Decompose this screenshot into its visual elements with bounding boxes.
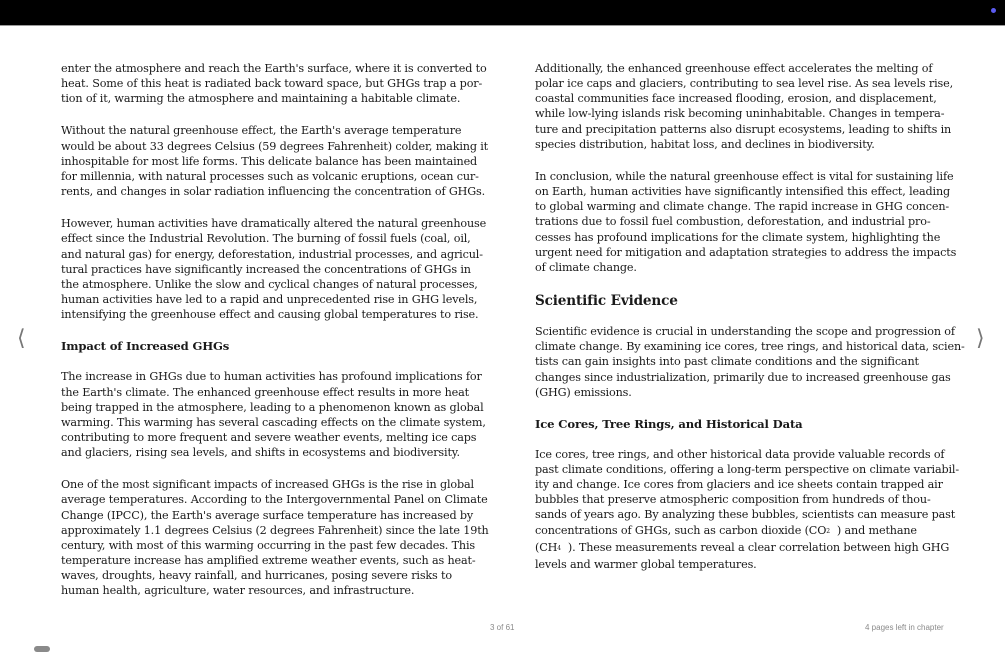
text-line: levels and warmer global temperatures. <box>535 557 757 571</box>
text-fragment: ). These measurements reveal a clear correlation between high GHG <box>567 540 950 554</box>
text-line: enter the atmosphere and reach the Earth's surface, where it is converted to <box>61 62 487 75</box>
text-line: human health, agriculture, water resources, and infrastructure. <box>61 584 415 598</box>
text-fragment: (CH <box>535 540 558 554</box>
previous-page-button[interactable]: ⟨ <box>17 326 26 351</box>
text-line: changes since industrialization, primarily due to increased greenhouse gas <box>535 370 951 384</box>
text-line: on Earth, human activities have significantly intensified this effect, leading <box>535 185 951 199</box>
paragraph <box>535 61 953 152</box>
text-line: Change (IPCC), the Earth's average surface temperature has increased by <box>61 508 474 522</box>
top-bar <box>0 0 1005 26</box>
text-line: polar ice caps and glaciers, contributing to sea level rise. As sea levels rise, <box>535 77 953 91</box>
paragraph <box>535 447 959 572</box>
paragraph <box>61 123 489 199</box>
text-line: average temperatures. According to the Intergovernmental Panel on Climate <box>61 493 488 507</box>
text-line: In conclusion, while the natural greenhouse effect is vital for sustaining life <box>535 169 954 183</box>
paragraph <box>61 477 489 598</box>
text-line: for millennia, with natural processes such as volcanic eruptions, ocean cur- <box>61 169 479 183</box>
text-line: Additionally, the enhanced greenhouse effect accelerates the melting of <box>535 62 933 75</box>
text-line: of climate change. <box>535 260 637 274</box>
text-line: temperature increase has amplified extreme weather events, such as heat- <box>61 554 476 568</box>
text-line: century, with most of this warming occurring in the past few decades. This <box>61 538 475 552</box>
text-line: being trapped in the atmosphere, leading to a phenomenon known as global <box>61 400 484 414</box>
text-line: waves, droughts, heavy rainfall, and hurricanes, posing severe risks to <box>61 569 452 583</box>
text-line: bubbles that preserve atmospheric composition from hundreds of thou- <box>535 493 931 507</box>
page-count: 3 of 61 <box>490 623 515 632</box>
text-line: Scientific evidence is crucial in understanding the scope and progression of <box>535 325 955 339</box>
text-line: The increase in GHGs due to human activities has profound implications for <box>61 370 482 384</box>
text-line: to global warming and climate change. The rapid increase in GHG concen- <box>535 200 950 214</box>
text-line: and natural gas) for energy, deforestation, industrial processes, and agricul- <box>61 247 483 261</box>
next-page-button[interactable]: ⟩ <box>976 326 985 351</box>
paragraph <box>61 369 486 460</box>
text-line: One of the most significant impacts of increased GHGs is the rise in global <box>61 478 474 492</box>
section-heading-ice-cores: Ice Cores, Tree Rings, and Historical Data <box>535 416 803 431</box>
text-line: sands of years ago. By analyzing these bubbles, scientists can measure past <box>535 508 956 522</box>
text-line: the Earth's climate. The enhanced greenhouse effect results in more heat <box>61 385 469 399</box>
pages-left-in-chapter: 4 pages left in chapter <box>865 623 944 632</box>
text-line: the atmosphere. Unlike the slow and cyclical changes of natural processes, <box>61 277 478 291</box>
left-page <box>61 61 489 616</box>
section-heading-impact: Impact of Increased GHGs <box>61 339 230 354</box>
text-line: coastal communities face increased flooding, erosion, and displacement, <box>535 92 937 106</box>
status-dot-icon <box>991 8 996 13</box>
text-line: species distribution, habitat loss, and declines in biodiversity. <box>535 137 875 151</box>
text-line: However, human activities have dramatically altered the natural greenhouse <box>61 217 487 231</box>
text-line: human activities have led to a rapid and unprecedented rise in GHG levels, <box>61 293 478 307</box>
text-line: warming. This warming has several cascading effects on the climate system, <box>61 415 486 429</box>
text-line: ture and precipitation patterns also disrupt ecosystems, leading to shifts in <box>535 122 952 136</box>
subscript: 4 <box>557 544 561 552</box>
text-line: rents, and changes in solar radiation influencing the concentration of GHGs. <box>61 185 486 199</box>
text-line: tural practices have significantly increased the concentrations of GHGs in <box>61 262 471 276</box>
subscript: 2 <box>826 527 830 535</box>
text-fragment: concentrations of GHGs, such as carbon dioxide (CO <box>535 523 827 537</box>
home-indicator[interactable] <box>34 646 50 652</box>
text-line <box>535 523 945 540</box>
text-line: and glaciers, rising sea levels, and shifts in ecosystems and biodiversity. <box>61 446 460 460</box>
text-line: effect since the Industrial Revolution. The burning of fossil fuels (coal, oil, <box>61 232 471 246</box>
text-line: contributing to more frequent and severe weather events, melting ice caps <box>61 430 477 444</box>
text-line: climate change. By examining ice cores, tree rings, and historical data, scien- <box>535 340 965 354</box>
text-line: (GHG) emissions. <box>535 385 632 399</box>
text-line: ity and change. Ice cores from glaciers and ice sheets contain trapped air <box>535 478 943 492</box>
text-line <box>535 540 950 557</box>
text-line: heat. Some of this heat is radiated back toward space, but GHGs trap a por- <box>61 77 483 91</box>
paragraph <box>61 61 487 106</box>
text-line: Without the natural greenhouse effect, the Earth's average temperature <box>61 124 462 138</box>
right-page <box>535 61 965 589</box>
section-heading-scientific-evidence: Scientific Evidence <box>535 293 678 310</box>
text-line: tists can gain insights into past climate conditions and the significant <box>535 355 919 369</box>
text-line: urgent need for mitigation and adaptation strategies to address the impacts <box>535 245 957 259</box>
text-line: while low-lying islands risk becoming uninhabitable. Changes in tempera- <box>535 107 945 121</box>
paragraph <box>535 169 957 275</box>
text-line: Ice cores, tree rings, and other historical data provide valuable records of <box>535 447 945 461</box>
text-line: tion of it, warming the atmosphere and maintaining a habitable climate. <box>61 92 461 106</box>
text-line: trations due to fossil fuel combustion, deforestation, and industrial pro- <box>535 215 931 229</box>
paragraph <box>61 216 487 322</box>
paragraph <box>535 324 965 400</box>
text-line: inhospitable for most life forms. This delicate balance has been maintained <box>61 154 478 168</box>
text-fragment: ) and methane <box>836 523 917 537</box>
text-line: intensifying the greenhouse effect and causing global temperatures to rise. <box>61 308 479 322</box>
text-line: cesses has profound implications for the climate system, highlighting the <box>535 230 941 244</box>
text-line: would be about 33 degrees Celsius (59 degrees Fahrenheit) colder, making it <box>61 139 489 153</box>
text-line: past climate conditions, offering a long-term perspective on climate variabil- <box>535 462 959 476</box>
text-line: approximately 1.1 degrees Celsius (2 degrees Fahrenheit) since the late 19th <box>61 523 489 537</box>
